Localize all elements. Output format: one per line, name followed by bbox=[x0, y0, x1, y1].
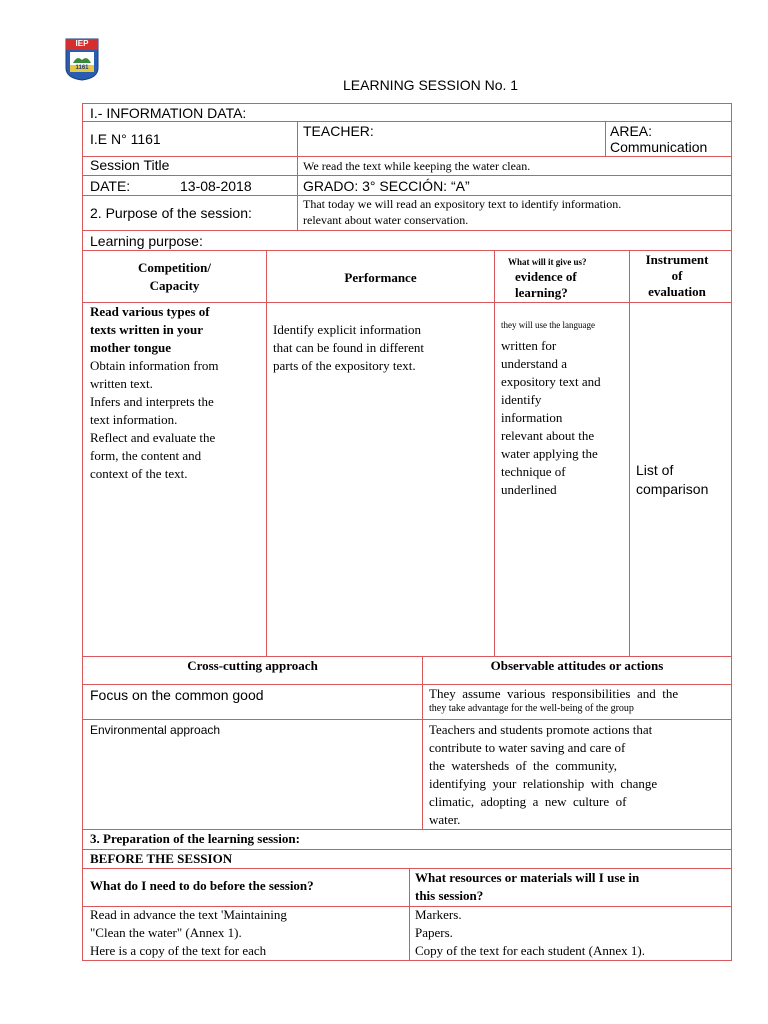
before-todo-body: Read in advance the text 'Maintaining "Clean the water" (Annex 1). Here is a copy of the text for each bbox=[90, 907, 287, 958]
purpose-value: That today we will read an expository text to identify information. relevant about water conservation. bbox=[303, 197, 622, 227]
before-todo-header: What do I need to do before the session? bbox=[90, 878, 314, 893]
page-title: LEARNING SESSION No. 1 bbox=[343, 77, 519, 93]
approach-header: Cross-cutting approach bbox=[187, 658, 318, 673]
area-value: Communication bbox=[610, 139, 708, 155]
school-logo bbox=[65, 38, 99, 81]
instrument-value: List of comparison bbox=[636, 462, 709, 497]
area-label: AREA: bbox=[610, 123, 653, 139]
performance-text: Identify explicit information that can be found in different parts of the expository text. bbox=[273, 322, 425, 373]
attitudes-header: Observable attitudes or actions bbox=[490, 658, 664, 673]
approach-common-good: Focus on the common good bbox=[90, 687, 264, 703]
competition-body: Obtain information from written text. Infers and interprets the text information. Reflect and evaluate the form, the content and context of the text. bbox=[90, 358, 219, 481]
before-session-title: BEFORE THE SESSION bbox=[90, 851, 233, 866]
info-section-label: I.- INFORMATION DATA: bbox=[90, 105, 247, 121]
evidence-header-small: What will it give us? bbox=[508, 257, 587, 267]
learning-purpose-label: Learning purpose: bbox=[90, 233, 203, 249]
attitudes-environmental: Teachers and students promote actions that contribute to water saving and care of the watersheds of the community, identifying your relationship with change climatic, adopting a new culture of water. bbox=[429, 722, 658, 827]
competition-bold: Read various types of texts written in your mother tongue bbox=[90, 304, 210, 355]
school-name: I.E N° 1161 bbox=[90, 131, 161, 147]
logo-text: IEP bbox=[75, 39, 89, 48]
evidence-header: evidence of learning? bbox=[515, 269, 577, 300]
purpose-label: 2. Purpose of the session: bbox=[90, 205, 252, 221]
resources-header: What resources or materials will I use in this session? bbox=[415, 870, 640, 903]
attitudes-common-good-line2: they take advantage for the well-being of the group bbox=[429, 703, 634, 714]
evidence-small: they will use the language bbox=[501, 320, 595, 330]
logo-number: 1161 bbox=[75, 65, 89, 71]
date-value: 13-08-2018 bbox=[180, 178, 252, 194]
session-title-value: We read the text while keeping the water clean. bbox=[303, 159, 531, 173]
evidence-body: written for understand a expository text and identify information relevant about the water applying the technique of underlined bbox=[501, 338, 601, 497]
approach-environmental: Environmental approach bbox=[90, 723, 221, 737]
grade-section: GRADO: 3° SECCIÓN: “A” bbox=[303, 178, 470, 194]
attitudes-common-good-line1: They assume various responsibilities and the bbox=[429, 686, 679, 701]
preparation-title: 3. Preparation of the learning session: bbox=[90, 831, 300, 846]
teacher-label: TEACHER: bbox=[303, 123, 374, 139]
instrument-header: Instrument of evaluation bbox=[645, 252, 709, 299]
date-label: DATE: bbox=[90, 178, 131, 194]
competition-header: Competition/ Capacity bbox=[138, 260, 211, 293]
resources-body: Markers. Papers. Copy of the text for each student (Annex 1). bbox=[415, 907, 645, 958]
performance-header: Performance bbox=[344, 270, 417, 285]
session-title-label: Session Title bbox=[90, 157, 170, 173]
